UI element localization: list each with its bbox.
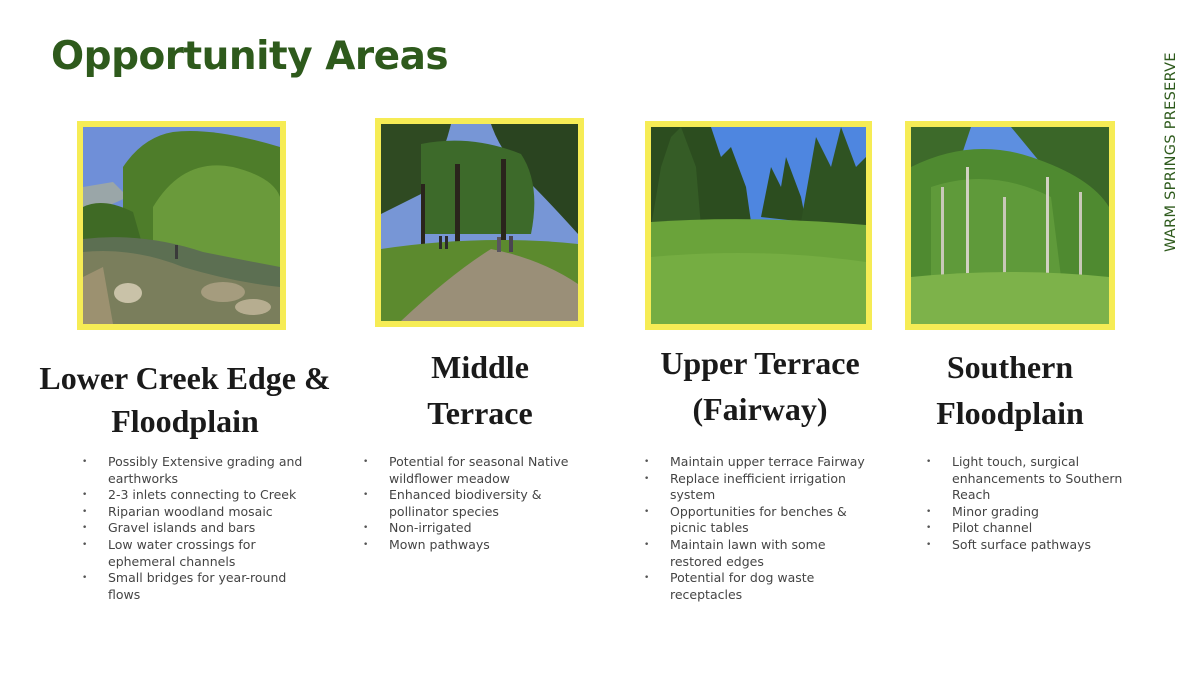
- list-item: • Light touch, surgical enhancements to Southern Reach: [926, 454, 1166, 504]
- list-item: • Potential for seasonal Native wildflower meadow: [363, 454, 603, 487]
- list-item: • Small bridges for year-round flows: [82, 570, 342, 603]
- bullet-list-lower-creek: [82, 454, 342, 603]
- bullet-list-upper-terrace: [644, 454, 884, 603]
- list-item: • Maintain lawn with some restored edges: [644, 537, 884, 570]
- bullet-list-southern-floodplain: [926, 454, 1166, 554]
- woodland-path-photo: [375, 118, 584, 327]
- creek-photo: [77, 121, 286, 330]
- list-item: • Pilot channel: [926, 520, 1166, 537]
- list-item: • Non-irrigated: [363, 520, 603, 537]
- list-item: • Low water crossings for ephemeral channels: [82, 537, 342, 570]
- area-heading-middle-terrace: Middle Terrace: [427, 349, 533, 431]
- list-item: • Maintain upper terrace Fairway: [644, 454, 884, 471]
- list-item: • Opportunities for benches & picnic tables: [644, 504, 884, 537]
- area-heading-southern-floodplain: Southern Floodplain: [936, 349, 1084, 431]
- list-item: • Mown pathways: [363, 537, 603, 554]
- list-item: • Soft surface pathways: [926, 537, 1166, 554]
- fairway-lawn-photo: [645, 121, 872, 330]
- area-heading-lower-creek: Lower Creek Edge & Floodplain: [39, 360, 331, 439]
- list-item: • 2-3 inlets connecting to Creek: [82, 487, 342, 504]
- list-item: • Gravel islands and bars: [82, 520, 342, 537]
- bullet-list-middle-terrace: [363, 454, 603, 554]
- list-item: • Minor grading: [926, 504, 1166, 521]
- list-item: • Riparian woodland mosaic: [82, 504, 342, 521]
- aspen-grove-photo: [905, 121, 1115, 330]
- list-item: • Replace inefficient irrigation system: [644, 471, 884, 504]
- side-label: WARM SPRINGS PRESERVE: [1163, 52, 1179, 252]
- area-heading-upper-terrace: Upper Terrace (Fairway): [660, 345, 860, 427]
- list-item: • Potential for dog waste receptacles: [644, 570, 884, 603]
- page-title: Opportunity Areas: [51, 34, 449, 79]
- list-item: • Enhanced biodiversity & pollinator species: [363, 487, 603, 520]
- list-item: • Possibly Extensive grading and earthworks: [82, 454, 342, 487]
